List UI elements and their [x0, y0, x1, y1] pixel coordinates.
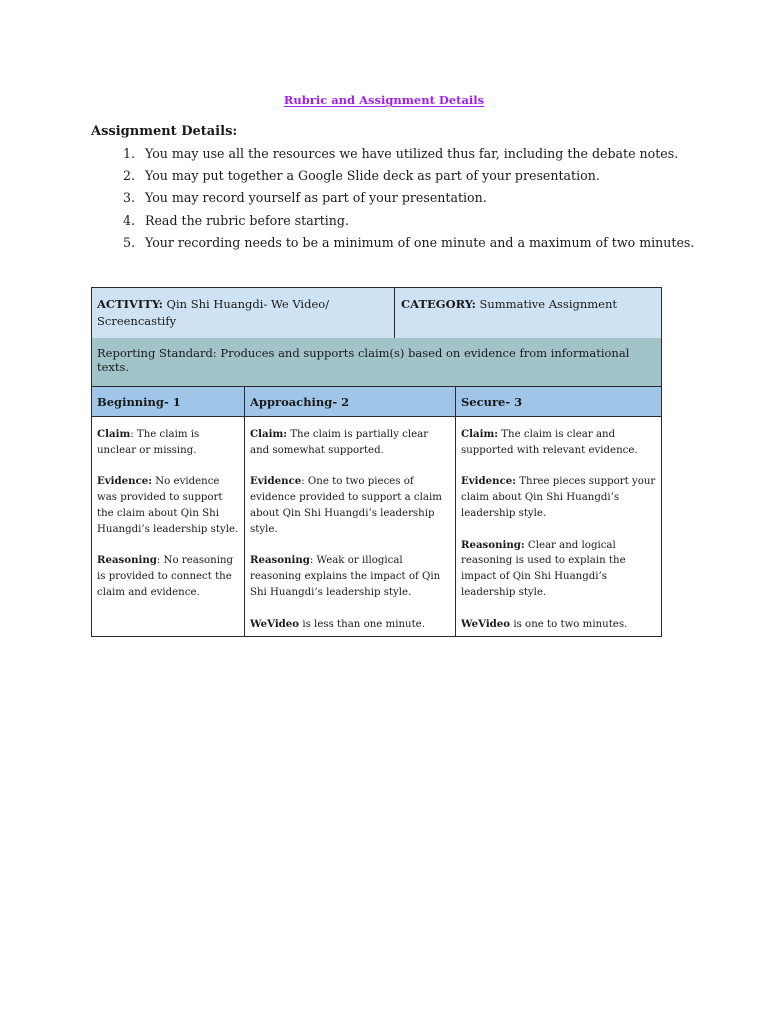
list-number: 5.: [122, 234, 135, 250]
category-value: Summative Assignment: [475, 297, 618, 311]
wevideo-label: WeVideo: [250, 617, 300, 630]
descriptor-secure: [456, 417, 661, 636]
reasoning-text: : Weak or illogical reasoning explains the impact of Qin Shi Huangdi’s leadership style.: [250, 555, 441, 598]
evidence-label: Evidence:: [97, 475, 153, 488]
reasoning-text: : No reasoning is provided to connect the claim and evidence.: [97, 555, 234, 598]
evidence-criterion: [461, 474, 656, 521]
wevideo-text: is less than one minute.: [299, 618, 425, 630]
wevideo-criterion: [250, 617, 450, 633]
reporting-standard: Reporting Standard: Produces and supports claim(s) based on evidence from informational texts.: [92, 338, 661, 387]
rubric-descriptors-row: [92, 417, 661, 636]
list-number: 2.: [122, 168, 135, 184]
reasoning-criterion: [97, 553, 239, 600]
assignment-details-list: [91, 145, 694, 256]
list-text: You may put together a Google Slide deck as part of your presentation.: [145, 168, 600, 184]
claim-label: Claim: [97, 428, 131, 440]
wevideo-text: is one to two minutes.: [510, 618, 628, 630]
assignment-details-heading: Assignment Details:: [91, 124, 238, 139]
category-cell: [395, 288, 661, 338]
reasoning-text: Clear and logical reasoning is used to explain the impact of Qin Shi Huangdi’s leadership style.: [461, 539, 626, 598]
document-title: Rubric and Assignment Details: [283, 93, 485, 107]
evidence-text: Three pieces support your claim about Qin Shi Huangdi’s leadership style.: [461, 476, 656, 519]
evidence-criterion: [97, 474, 239, 537]
rubric-header-row: [92, 288, 661, 339]
level-beginning: Beginning- 1: [92, 387, 245, 416]
list-number: 3.: [122, 190, 135, 206]
claim-text: : The claim is unclear or missing.: [97, 429, 200, 456]
list-text: You may record yourself as part of your presentation.: [145, 190, 487, 206]
wevideo-label: WeVideo: [461, 617, 511, 630]
evidence-label: Evidence:: [461, 475, 517, 488]
reasoning-label: Reasoning:: [461, 538, 525, 551]
reasoning-label: Reasoning: [97, 554, 157, 567]
rubric-levels-row: [92, 387, 661, 417]
claim-criterion: [250, 427, 450, 459]
claim-text: The claim is clear and supported with relevant evidence.: [461, 429, 638, 456]
wevideo-criterion: [461, 617, 656, 633]
activity-cell: [92, 288, 395, 338]
list-number: 1.: [122, 146, 135, 161]
claim-criterion: [461, 427, 656, 459]
claim-criterion: [97, 427, 239, 459]
activity-label: ACTIVITY:: [97, 297, 163, 311]
reasoning-criterion: [461, 538, 656, 601]
claim-label: Claim:: [461, 428, 498, 440]
list-item: [91, 212, 694, 234]
list-text: You may use all the resources we have utilized thus far, including the debate notes.: [145, 146, 679, 161]
list-item: [91, 189, 694, 211]
descriptor-beginning: [92, 417, 245, 636]
claim-label: Claim:: [250, 428, 287, 440]
evidence-text: No evidence was provided to support the claim about Qin Shi Huangdi’s leadership style.: [97, 476, 239, 535]
list-number: 4.: [122, 212, 135, 228]
list-text: Your recording needs to be a minimum of one minute and a maximum of two minutes.: [145, 234, 695, 250]
evidence-label: Evidence: [250, 475, 302, 488]
category-label: CATEGORY:: [401, 297, 476, 311]
descriptor-approaching: [245, 417, 456, 636]
list-item: [91, 234, 694, 256]
rubric-table: [91, 287, 662, 637]
list-item: [91, 167, 694, 189]
list-item: [91, 145, 694, 167]
reasoning-label: Reasoning: [250, 554, 310, 567]
activity-value: Qin Shi Huangdi- We Video/: [162, 297, 330, 311]
claim-text: The claim is partially clear and somewhat supported.: [250, 429, 429, 456]
evidence-text: : One to two pieces of evidence provided to support a claim about Qin Shi Huangdi’s leadership style.: [250, 476, 442, 535]
reasoning-criterion: [250, 553, 450, 600]
activity-value-cont: Screencastify: [97, 314, 177, 328]
level-secure: Secure- 3: [461, 395, 523, 409]
level-approaching: Approaching- 2: [245, 387, 456, 416]
list-text: Read the rubric before starting.: [145, 212, 349, 228]
evidence-criterion: [250, 474, 450, 537]
